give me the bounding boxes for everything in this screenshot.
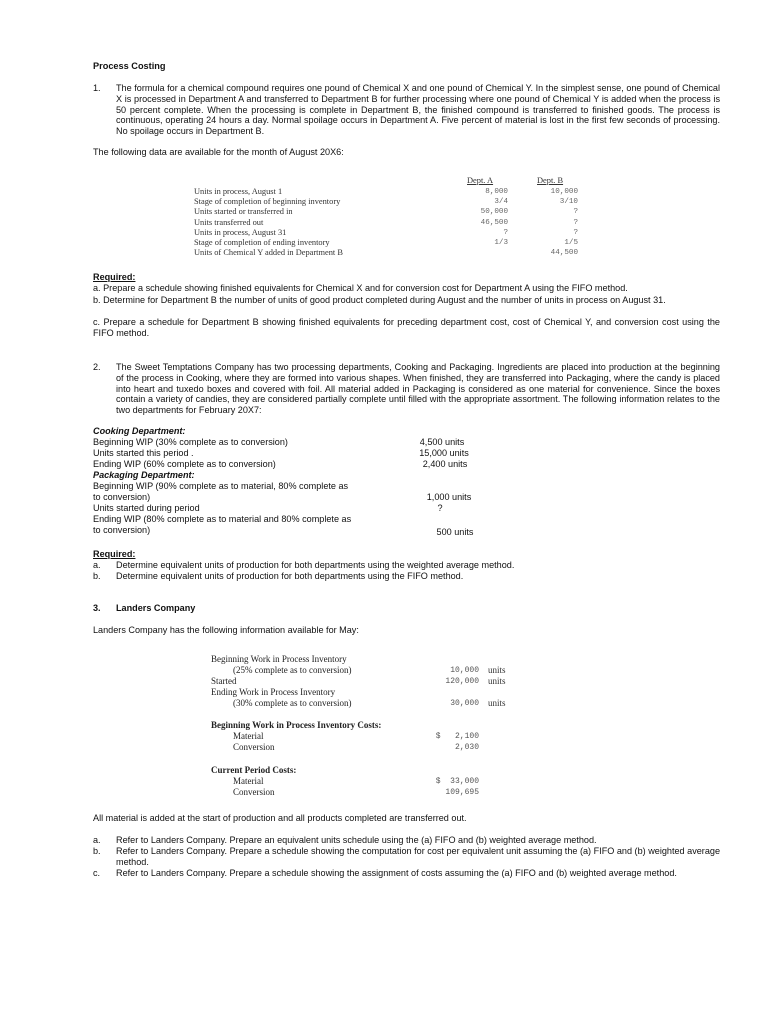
table-row: Units transferred out 46,500 ? bbox=[194, 217, 578, 227]
dept-a-header: Dept. A bbox=[467, 176, 494, 185]
landers-bcost-material-value: $ 2,100 bbox=[435, 732, 479, 741]
landers-ewip-sub: (30% complete as to conversion) bbox=[233, 698, 352, 708]
packaging-bwip-label-2: to conversion) bbox=[93, 492, 151, 502]
question-2-text: The Sweet Temptations Company has two processing departments, Cooking and Packaging. Ingredients are placed into production at the beginning of the process in Cooking, where they are formed into various shapes. When finished, they are transferred into Packaging, where the candy is placed into heart and tuxedo boxes and covered with foil. All material added in Packaging is considered as one material for convenience. Since the boxes contain a variety of candies, they are considered partially complete until filled with the appropriate assortment. The following information relates to the two departments for February 20X7: bbox=[116, 362, 720, 416]
question-3-number: 3. bbox=[93, 603, 101, 613]
q2-required-label: Required: bbox=[93, 549, 136, 559]
packaging-started-value: ? bbox=[437, 503, 443, 513]
question-2-number: 2. bbox=[93, 362, 101, 372]
cooking-dept-heading: Cooking Department: bbox=[93, 426, 186, 436]
landers-ewip-units: units bbox=[488, 698, 506, 708]
landers-started-units: units bbox=[488, 676, 506, 686]
landers-bcost-conversion-value: 2,030 bbox=[454, 743, 479, 752]
q3-req-a-letter: a. bbox=[93, 835, 101, 845]
cooking-bwip-value: 4,500 units bbox=[419, 437, 465, 447]
cooking-bwip-label: Beginning WIP (30% complete as to conversion) bbox=[93, 437, 288, 447]
table-row: Stage of completion of beginning inventory 3/4 3/10 bbox=[194, 197, 578, 207]
q2-req-b-letter: b. bbox=[93, 571, 101, 581]
packaging-started-label: Units started during period bbox=[93, 503, 200, 513]
packaging-bwip-value: 1,000 units bbox=[426, 492, 472, 502]
q1-data-table bbox=[194, 187, 578, 258]
landers-bwip-units: units bbox=[488, 665, 506, 675]
cooking-started-value: 15,000 units bbox=[419, 448, 469, 458]
landers-ccost-conversion-label: Conversion bbox=[233, 787, 275, 797]
table-row: Stage of completion of ending inventory 1/3 1/5 bbox=[194, 238, 578, 248]
question-1-text: The formula for a chemical compound requires one pound of Chemical X and one pound of Chemical Y. In the simplest sense, one pound of Chemical X is processed in Department A and transferred to Department B for further processing where one pound of Chemical Y is added when the process is 50 percent complete. When the processing is complete in Department B, the finished compound is transferred to finished goods. The process is continuous, operating 24 hours a day. Normal spoilage occurs in Department A. Five percent of material is lost in the first few seconds of processing. No spoilage occurs in Department B. bbox=[116, 83, 720, 137]
q2-req-a-letter: a. bbox=[93, 560, 101, 570]
packaging-bwip-label-1: Beginning WIP (90% complete as to material, 80% complete as bbox=[93, 481, 349, 491]
packaging-ewip-value: 500 units bbox=[436, 527, 474, 537]
landers-ewip-value: 30,000 bbox=[450, 699, 479, 708]
landers-bcost-heading: Beginning Work in Process Inventory Costs: bbox=[211, 720, 382, 730]
question-1-number: 1. bbox=[93, 83, 101, 93]
table-row: Units in process, August 1 8,000 10,000 bbox=[194, 187, 578, 196]
dept-b-header: Dept. B bbox=[537, 176, 564, 185]
q3-req-a: Refer to Landers Company. Prepare an equivalent units schedule using the (a) FIFO and (b) weighted average method. bbox=[116, 835, 597, 845]
q2-req-a: Determine equivalent units of production for both departments using the weighted average method. bbox=[116, 560, 515, 570]
landers-bwip-sub: (25% complete as to conversion) bbox=[233, 665, 352, 675]
q2-req-b: Determine equivalent units of production for both departments using the FIFO method. bbox=[116, 571, 464, 581]
q1-req-a: a. Prepare a schedule showing finished equivalents for Chemical X and for conversion cost for Department A using the FIFO method. bbox=[93, 283, 628, 293]
q1-required-label: Required: bbox=[93, 272, 136, 282]
question-3-heading: Landers Company bbox=[116, 603, 196, 613]
cooking-ewip-value: 2,400 units bbox=[422, 459, 468, 469]
q1-req-c: c. Prepare a schedule for Department B showing finished equivalents for preceding department cost, cost of Chemical Y, and conversion cost using the FIFO method. bbox=[93, 317, 720, 338]
question-1-intro: The following data are available for the month of August 20X6: bbox=[93, 147, 344, 157]
cooking-started-label: Units started this period . bbox=[93, 448, 194, 458]
landers-note: All material is added at the start of production and all products completed are transferred out. bbox=[93, 813, 467, 823]
cooking-ewip-label: Ending WIP (60% complete as to conversion) bbox=[93, 459, 276, 469]
landers-bwip-label: Beginning Work in Process Inventory bbox=[211, 654, 347, 664]
landers-ccost-material-label: Material bbox=[233, 776, 264, 786]
landers-started-value: 120,000 bbox=[445, 677, 479, 686]
q3-req-c: Refer to Landers Company. Prepare a schedule showing the assignment of costs assuming the (a) FIFO and (b) weighted average method. bbox=[116, 868, 677, 878]
page-title: Process Costing bbox=[93, 61, 166, 71]
landers-bwip-value: 10,000 bbox=[450, 666, 479, 675]
landers-ccost-heading: Current Period Costs: bbox=[211, 765, 297, 775]
packaging-dept-heading: Packaging Department: bbox=[93, 470, 195, 480]
landers-ccost-material-value: $ 33,000 bbox=[435, 777, 479, 786]
q3-req-c-letter: c. bbox=[93, 868, 101, 878]
packaging-ewip-label-1: Ending WIP (80% complete as to material and 80% complete as bbox=[93, 514, 352, 524]
table-row: Units of Chemical Y added in Department B 44,500 bbox=[194, 248, 578, 258]
q3-req-b-letter: b. bbox=[93, 846, 101, 856]
q3-req-b: Refer to Landers Company. Prepare a schedule showing the computation for cost per equivalent unit assuming the (a) FIFO and (b) weighted average method. bbox=[116, 846, 720, 867]
landers-bcost-material-label: Material bbox=[233, 731, 264, 741]
q1-req-b: b. Determine for Department B the number of units of good product completed during August and the number of units in process on August 31. bbox=[93, 295, 666, 305]
landers-bcost-conversion-label: Conversion bbox=[233, 742, 275, 752]
table-row: Units in process, August 31 ? ? bbox=[194, 227, 578, 237]
landers-ccost-conversion-value: 109,695 bbox=[445, 788, 479, 797]
packaging-ewip-label-2: to conversion) bbox=[93, 525, 151, 535]
question-3-intro: Landers Company has the following information available for May: bbox=[93, 625, 359, 635]
table-row: Units started or transferred in 50,000 ? bbox=[194, 207, 578, 217]
landers-ewip-label: Ending Work in Process Inventory bbox=[211, 687, 336, 697]
landers-started-label: Started bbox=[211, 676, 237, 686]
